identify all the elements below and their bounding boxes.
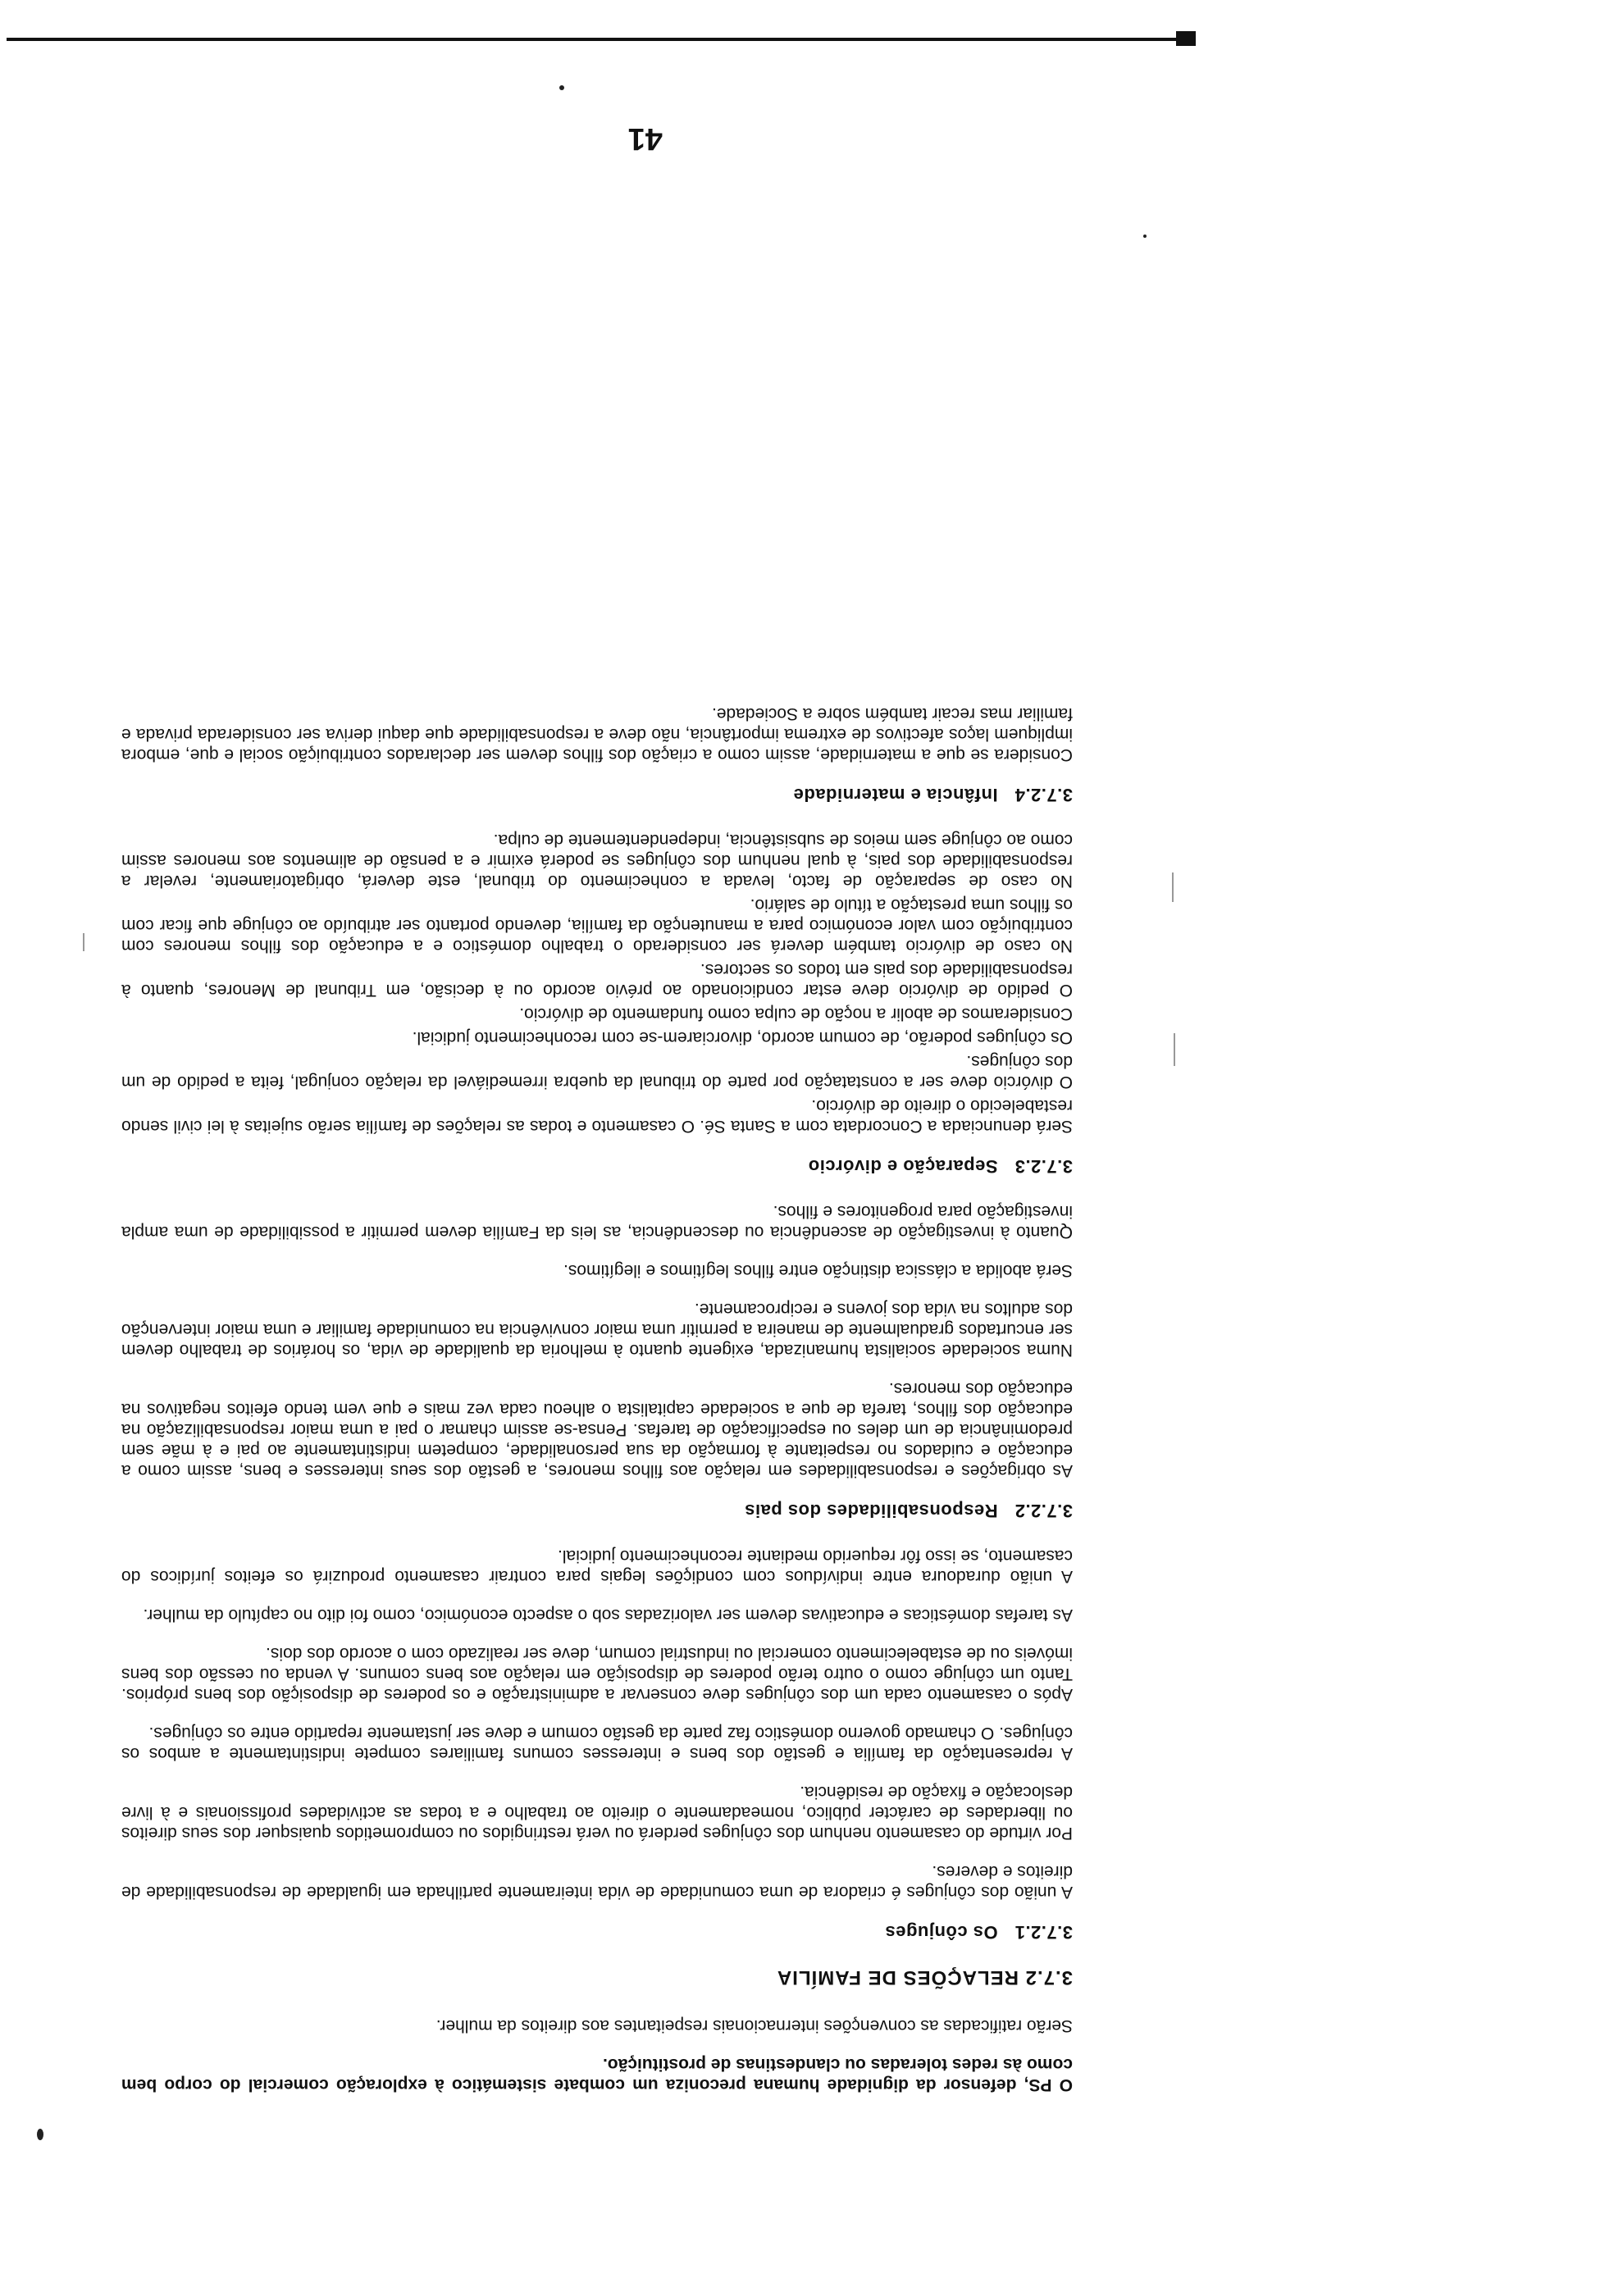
paragraph: As obrigações e responsabilidades em relação aos filhos menores, a gestão dos seus interesses e bens, assim como a educação e cuidados no respeitante à formação da sua personalidade, competem indistintamente ao pai e à mãe sem predominância de um deles ou especificação de tarefas. Pensa-se assim chamar o pai a uma maior responsabilização na educação dos filhos, tarefa de que a sociedade capitalista o alheou cada vez mais e que vem tendo efeitos negativos na educação dos menores.: [121, 1379, 1073, 1480]
scan-speck: [37, 2129, 43, 2140]
subsection-title: Separação e divórcio: [808, 1156, 998, 1177]
page-number: 41: [627, 121, 663, 156]
scan-mark: [1172, 872, 1174, 902]
paragraph: O divórcio deve ser a constatação por parte do tribunal da quebra irremediável da relação conjugal, feita a pedido de um dos cônjuges.: [121, 1052, 1073, 1091]
paragraph: Numa sociedade socialista humanizada, exigente quanto à melhoria da qualidade de vida, os horários de trabalho devem ser encurtados gradualmente de maneira a permitir uma maior convivência na comunidade familiar e uma maior intervenção dos adultos na vida dos jovens e reciprocamente.: [121, 1300, 1073, 1360]
paragraph: Considera se que a maternidade, assim como a criação dos filhos devem ser declarados contribuição social e que, embora impliquem laços afectivos de extrema importância, não deve a responsabilidade que daqui deriva ser considerada privada e familiar mas recair também sobre a Sociedade.: [121, 704, 1073, 764]
paragraph: Por virtude do casamento nenhum dos cônjuges perderá ou verá restringidos ou comprometidos quaisquer dos seus direitos ou liberdades de carácter público, nomeadamente o direito ao trabalho e a todas as actividades profissionais e à livre deslocação e fixação de residência.: [121, 1783, 1073, 1843]
intro-paragraph: Serão ratificadas as convenções internacionais respeitantes aos direitos da mulher.: [435, 2016, 1073, 2035]
subsection-title: Os cônjuges: [885, 1922, 998, 1943]
scan-mark: [1174, 1033, 1175, 1066]
paragraph: No caso de separação de facto, levada a conhecimento do tribunal, este deverá, obrigatoriamente, revelar a responsabilidade dos pais, à qual nenhum dos cônjuges se poderá eximir e a pensão de alimentos aos menores assim como ao cônjuge sem meios de subsistência, independentemente de culpa.: [121, 831, 1073, 891]
subsection-heading: [121, 1156, 1073, 1177]
intro-paragraph: O PS, defensor da dignidade humana preconiza um combate sistemático à exploração comercial do corpo bem como às redes toleradas ou clandestinas de prostituição.: [121, 2055, 1073, 2094]
subsection-heading: [121, 1501, 1073, 1521]
section-title: RELAÇÕES DE FAMÍLIA: [776, 1966, 1019, 1988]
subsection-heading: [121, 1922, 1073, 1943]
paragraph: A união duradoura entre indivíduos com condições legais para contrair casamento produzirá os efeitos jurídicos do casamento, se isso fôr requerido mediante reconhecimento judicial.: [121, 1547, 1073, 1586]
paragraph: Será abolida a clássica distinção entre filhos legítimos e ilegítimos.: [563, 1261, 1073, 1280]
paragraph: Será denunciada a Concordata com a Santa Sé. O casamento e todas as relações de família serão sujeitas à lei civil sendo restabelecido o direito de divórcio.: [121, 1096, 1073, 1136]
subsection-number: 3.7.2.3: [1014, 1156, 1073, 1177]
scan-speck: [1143, 235, 1147, 238]
scan-mark: [83, 933, 84, 951]
subsection-title: Infância e maternidade: [793, 785, 998, 805]
paragraph: As tarefas domésticas e educativas devem ser valorizadas sob o aspecto económico, como foi dito no capítulo da mulher.: [143, 1606, 1073, 1624]
subsection-heading: [121, 785, 1073, 805]
top-rule: [7, 38, 1188, 41]
paragraph: No caso de divórcio também deverá ser considerado o trabalho doméstico e a educação dos filhos menores com contribuição com valor económico para a manutenção da família, devendo portanto ser atribuído ao cônjuge que ficar com os filhos uma prestação a título de salário.: [121, 895, 1073, 955]
section-number: 3.7.2: [1024, 1966, 1073, 1988]
subsection-number: 3.7.2.2: [1014, 1501, 1073, 1521]
subsection-number: 3.7.2.4: [1014, 785, 1073, 805]
paragraph: A união dos cônjuges é criadora de uma comunidade de vida inteiramente partilhada em igualdade de responsabilidade de direitos e deveres.: [121, 1862, 1073, 1902]
top-rule-end: [1176, 31, 1196, 46]
scan-speck: [559, 85, 564, 90]
paragraph: Os cônjuges poderão, de comum acordo, divorciarem-se com reconhecimento judicial.: [412, 1028, 1073, 1047]
paragraph: O pedido de divórcio deve estar condicionado ao prévio acordo ou à decisão, em Tribunal de Menores, quanto à responsabilidade dos pais em todos os sectores.: [121, 960, 1073, 1000]
subsection-number: 3.7.2.1: [1014, 1922, 1073, 1943]
paragraph: Após o casamento cada um dos cônjuges deve conservar a administração e os poderes de disposição dos bens próprios. Tanto um cônjuge como o outro terão poderes de disposição em relação aos bens comuns. A venda ou cessão dos bens imóveis ou de estabelecimento comercial ou industrial comum, deve ser realizado com o acordo dos dois.: [121, 1644, 1073, 1704]
paragraph: A representação da família e gestão dos bens e interesses comuns familiares compete indistintamente a ambos os cônjuges. O chamado governo doméstico faz parte da gestão comum e deve ser justamente repartido entre os cônjuges.: [121, 1724, 1073, 1763]
paragraph: Consideramos de abolir a noção de culpa como fundamento de divórcio.: [519, 1004, 1073, 1023]
document-body: [121, 686, 1073, 2095]
section-heading: [121, 1967, 1073, 1988]
subsection-title: Responsabilidades dos pais: [744, 1501, 998, 1521]
paragraph: Quanto à investigação de ascendência ou descendência, as leis da Família devem permitir a possibilidade de uma ampla investigação para progenitores e filhos.: [121, 1202, 1073, 1241]
